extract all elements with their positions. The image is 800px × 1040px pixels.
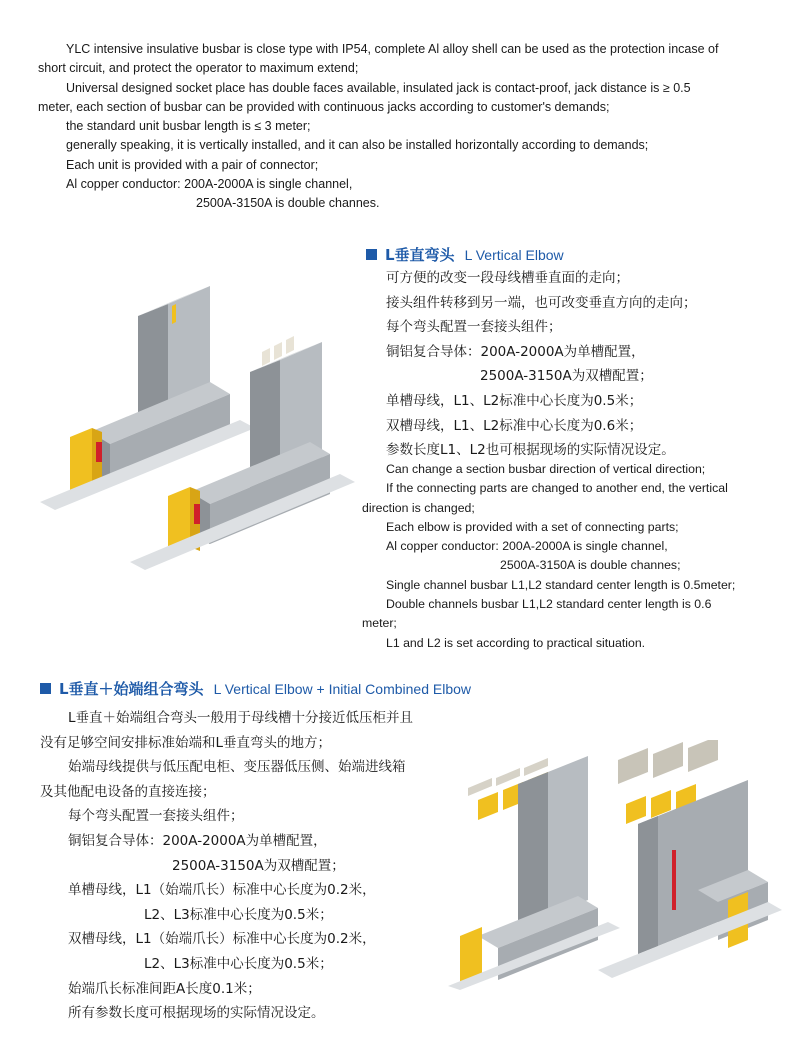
combined-elbow-illustration [448,740,788,990]
bullet-square-icon [366,249,377,260]
intro-line: Al copper conductor: 200A-2000A is single channel, [66,177,353,192]
combined-elbow-unit-left [448,756,620,990]
bullet-square-icon [40,683,51,694]
zh-line: 单槽母线，L1（始端爪长）标准中心长度为0.2米， [68,882,376,899]
intro-line: generally speaking, it is vertically installed, and it can also be installed horizontally according to demands; [66,138,649,153]
zh-line: 双槽母线，L1、L2标准中心长度为0.6米； [386,417,643,434]
zh-line: 所有参数长度可根据现场的实际情况设定。 [68,1005,325,1022]
zh-line: L2、L3标准中心长度为0.5米； [144,955,333,972]
intro-paragraph [38,40,778,214]
intro-line: the standard unit busbar length is ≤ 3 meter; [66,119,311,134]
section2-heading [40,678,471,699]
en-line: Double channels busbar L1,L2 standard center length is 0.6 [386,597,712,612]
intro-line: Each unit is provided with a pair of connector; [66,157,319,172]
zh-line: L2、L3标准中心长度为0.5米； [144,906,333,923]
en-line: direction is changed; [362,500,475,515]
zh-line: 单槽母线，L1、L2标准中心长度为0.5米； [386,392,643,409]
section1-en-text [362,460,735,653]
zh-line: 每个弯头配置一套接头组件； [386,319,562,336]
zh-line: 及其他配电设备的直接连接； [40,783,216,800]
en-line: meter; [362,616,397,631]
section1-title-en: L Vertical Elbow [464,246,564,263]
zh-line: 每个弯头配置一套接头组件； [68,808,244,825]
elbow-unit-left [40,282,255,510]
en-line: Each elbow is provided with a set of connecting parts; [386,519,679,534]
zh-line: 双槽母线，L1（始端爪长）标准中心长度为0.2米， [68,931,376,948]
en-line: L1 and L2 is set according to practical situation. [386,635,646,650]
zh-line: 接头组件转移到另一端，也可改变垂直方向的走向； [386,294,697,311]
en-line: Al copper conductor: 200A-2000A is single channel, [386,539,668,554]
section2-title-zh: L垂直＋始端组合弯头 [59,680,204,698]
zh-line: 参数长度L1、L2也可根据现场的实际情况设定。 [386,442,675,459]
zh-line: 可方便的改变一段母线槽垂直面的走向； [386,270,629,286]
zh-line: 没有足够空间安排标准始端和L垂直弯头的地方； [40,734,332,751]
zh-line: L垂直＋始端组合弯头一般用于母线槽十分接近低压柜并且 [68,710,414,726]
zh-line: 铜铝复合导体：200A-2000A为单槽配置， [386,343,645,360]
combined-elbow-unit-right [598,740,782,978]
en-line: Single channel busbar L1,L2 standard center length is 0.5meter; [386,577,736,592]
en-line: Can change a section busbar direction of vertical direction; [386,462,706,476]
intro-line: Universal designed socket place has double faces available, insulated jack is contact-proof, jack distance is ≥ 0.5 [66,80,691,95]
zh-line: 始端爪长标准间距A长度0.1米； [68,980,261,997]
zh-line: 始端母线提供与低压配电柜、变压器低压侧、始端进线箱 [68,759,406,776]
intro-line: YLC intensive insulative busbar is close type with IP54, complete Al alloy shell can be used as the protection incase of [66,42,719,56]
en-line: 2500A-3150A is double channes; [500,558,681,573]
l-vertical-elbow-illustration [30,282,360,572]
zh-line: 2500A-3150A为双槽配置； [172,857,345,874]
zh-line: 2500A-3150A为双槽配置； [480,368,653,385]
section1-heading [366,244,564,265]
intro-line: meter, each section of busbar can be provided with continuous jacks according to customer's demands; [38,99,610,114]
section1-title-zh: L垂直弯头 [385,246,455,264]
section2-title-en: L Vertical Elbow + Initial Combined Elbow [213,680,472,697]
intro-line: short circuit, and protect the operator to maximum extend; [38,61,359,76]
zh-line: 铜铝复合导体：200A-2000A为单槽配置， [68,832,327,849]
section2-zh-text [40,706,413,1026]
en-line: If the connecting parts are changed to another end, the vertical [386,481,728,496]
intro-line: 2500A-3150A is double channes. [196,196,380,211]
section1-zh-text [386,266,697,463]
